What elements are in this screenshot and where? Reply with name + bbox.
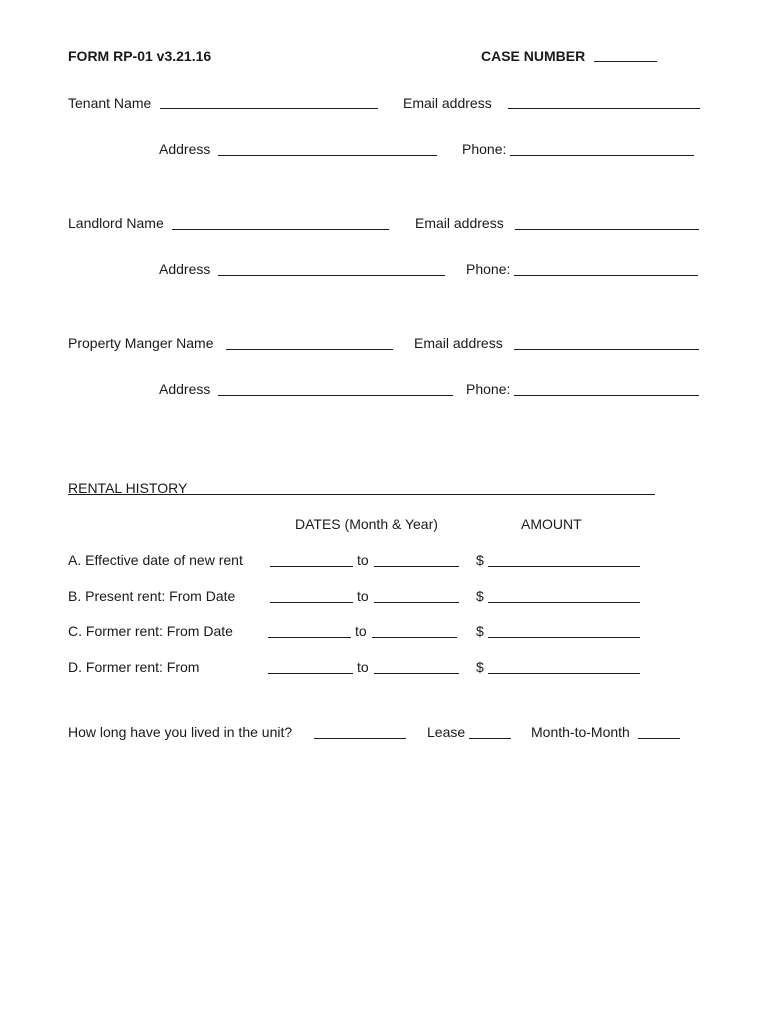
rent-row-label: A. Effective date of new rent <box>68 552 243 568</box>
currency-symbol: $ <box>476 588 484 604</box>
rental-history-title: RENTAL HISTORY <box>68 480 188 496</box>
tenure-duration-field[interactable] <box>314 738 406 739</box>
to-date-field[interactable] <box>374 602 459 603</box>
manager-phone-field[interactable] <box>514 395 699 396</box>
to-label: to <box>357 659 369 675</box>
tenant-address-label: Address <box>159 141 211 157</box>
currency-symbol: $ <box>476 623 484 639</box>
amount-field[interactable] <box>488 673 640 674</box>
rental-history-rule <box>68 494 655 495</box>
lease-label: Lease <box>427 724 466 740</box>
tenant-phone-label: Phone: <box>462 141 507 157</box>
amount-field[interactable] <box>488 566 640 567</box>
rent-row-label: B. Present rent: From Date <box>68 588 236 604</box>
to-date-field[interactable] <box>374 673 459 674</box>
lease-field[interactable] <box>469 738 511 739</box>
manager-phone-label: Phone: <box>466 381 511 397</box>
to-date-field[interactable] <box>372 637 457 638</box>
dates-column-header: DATES (Month & Year) <box>295 516 438 532</box>
amount-field[interactable] <box>488 637 640 638</box>
manager-name-field[interactable] <box>226 349 393 350</box>
landlord-email-label: Email address <box>415 215 504 231</box>
to-label: to <box>357 552 369 568</box>
landlord-address-label: Address <box>159 261 211 277</box>
manager-email-label: Email address <box>414 335 503 351</box>
currency-symbol: $ <box>476 552 484 568</box>
month-to-month-label: Month-to-Month <box>531 724 630 740</box>
from-date-field[interactable] <box>270 602 353 603</box>
amount-column-header: AMOUNT <box>521 516 582 532</box>
from-date-field[interactable] <box>270 566 353 567</box>
month-to-month-field[interactable] <box>638 738 680 739</box>
landlord-phone-label: Phone: <box>466 261 511 277</box>
manager-address-field[interactable] <box>218 395 453 396</box>
landlord-name-label: Landlord Name <box>68 215 164 231</box>
rent-row-label: D. Former rent: From <box>68 659 200 675</box>
landlord-name-field[interactable] <box>172 229 389 230</box>
tenant-email-field[interactable] <box>508 108 700 109</box>
landlord-email-field[interactable] <box>515 229 699 230</box>
case-number-label: CASE NUMBER <box>481 48 586 64</box>
case-number-field[interactable] <box>594 61 657 62</box>
landlord-phone-field[interactable] <box>514 275 698 276</box>
currency-symbol: $ <box>476 659 484 675</box>
manager-address-label: Address <box>159 381 211 397</box>
manager-name-label: Property Manger Name <box>68 335 214 351</box>
amount-field[interactable] <box>488 602 640 603</box>
form-id: FORM RP-01 v3.21.16 <box>68 48 212 64</box>
to-date-field[interactable] <box>374 566 459 567</box>
from-date-field[interactable] <box>268 637 351 638</box>
manager-email-field[interactable] <box>514 349 699 350</box>
tenant-phone-field[interactable] <box>510 155 694 156</box>
tenant-name-label: Tenant Name <box>68 95 152 111</box>
from-date-field[interactable] <box>268 673 353 674</box>
rent-row-label: C. Former rent: From Date <box>68 623 233 639</box>
tenant-address-field[interactable] <box>218 155 437 156</box>
to-label: to <box>355 623 367 639</box>
tenure-question: How long have you lived in the unit? <box>68 724 293 740</box>
landlord-address-field[interactable] <box>218 275 445 276</box>
tenant-name-field[interactable] <box>160 108 378 109</box>
to-label: to <box>357 588 369 604</box>
tenant-email-label: Email address <box>403 95 492 111</box>
